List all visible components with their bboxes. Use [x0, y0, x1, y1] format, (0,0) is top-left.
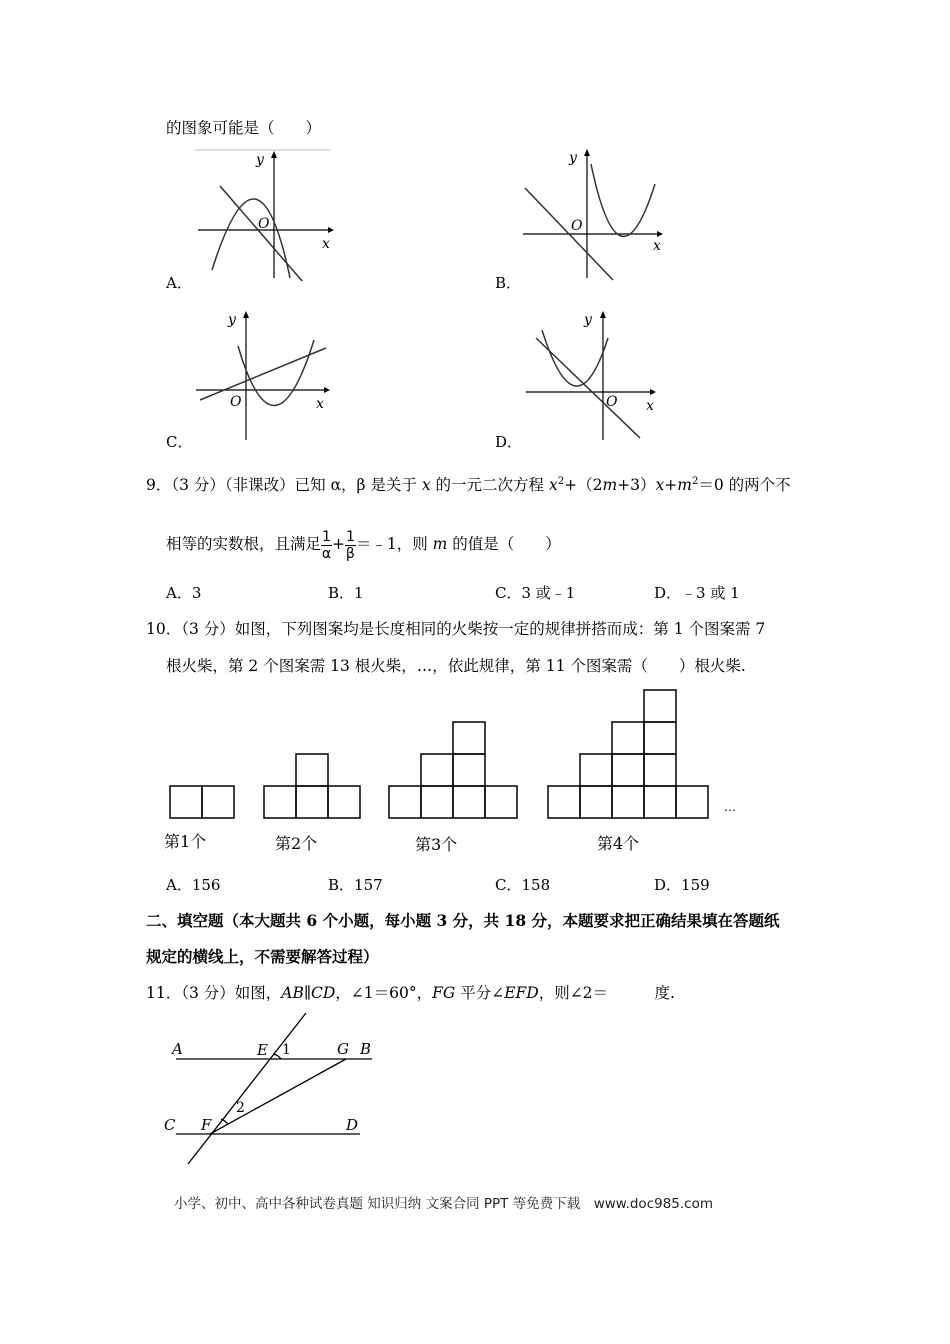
q8d-y-label: y [584, 312, 592, 328]
q11-geometry-figure [160, 1010, 380, 1170]
q11-label-A: A [172, 1040, 183, 1058]
q9-line1: 9．（3 分）（非课改）已知 α，β 是关于 x 的一元二次方程 $x^2+(2m+3)x+m^2=0$ 的两个不 [146, 476, 791, 495]
q8b-origin: O [571, 218, 583, 234]
footer-text: 小学、初中、高中各种试卷真题 知识归纳 文案合同 PPT 等免费下载 www.doc985.com [174, 1196, 714, 1212]
q8c-x-label: x [316, 396, 324, 412]
q10-fig1-label: 第1个 [164, 832, 207, 851]
q8-option-a[interactable]: A． [166, 274, 192, 292]
section2-heading-line2: 规定的横线上，不需要解答过程） [146, 947, 379, 966]
q8-stem-tail: 的图象可能是（ ） [166, 119, 322, 137]
q10-line1: 10．（3 分）如图，下列图案均是长度相同的火柴按一定的规律拼搭而成：第 1 个图案需 7 [146, 620, 766, 638]
q8-option-c[interactable]: C． [166, 433, 193, 451]
q9-option-a[interactable]: A．3 [166, 584, 202, 602]
q11-label-G: G [337, 1040, 349, 1058]
q8c-y-label: y [228, 312, 236, 328]
q8-graph-c [192, 308, 342, 443]
q10-fig2-label: 第2个 [275, 834, 318, 853]
q8a-origin: O [258, 216, 270, 232]
q8a-x-label: x [322, 236, 330, 252]
q11-label-1: 1 [282, 1042, 291, 1058]
q8c-origin: O [230, 394, 242, 410]
q11-label-E: E [257, 1041, 268, 1059]
q8d-origin: O [606, 394, 618, 410]
q9-option-d[interactable]: D．﹣3 或 1 [654, 584, 740, 602]
q8-graph-a [190, 146, 340, 281]
q10-option-c[interactable]: C．158 [495, 876, 551, 894]
q11-label-D: D [346, 1116, 359, 1134]
q11-answer-blank[interactable] [608, 984, 655, 1002]
q8-option-d[interactable]: D． [495, 433, 523, 451]
q11-label-F: F [201, 1116, 212, 1134]
q11-question: 11．（3 分）如图，AB∥CD，∠1＝60°，FG 平分∠EFD，则∠2＝ 度. [146, 984, 675, 1002]
q10-matchstick-figure [160, 685, 760, 865]
q11-label-2: 2 [236, 1100, 245, 1116]
q9-fraction-alpha: $\frac{1}{\alpha}$ [321, 528, 332, 562]
section2-heading-line1: 二、填空题（本大题共 6 个小题，每小题 3 分，共 18 分，本题要求把正确结果填在答题纸 [146, 911, 780, 930]
q9-line2: 相等的实数根，且满足 $\frac{1}{\alpha}$ + $\frac{1}{\beta}$ ＝﹣1，则 m 的值是（ ） [166, 528, 561, 562]
q9-option-c[interactable]: C．3 或﹣1 [495, 584, 576, 602]
q10-line2: 根火柴，第 2 个图案需 13 根火柴，…，依此规律，第 11 个图案需（ ）根火柴. [166, 657, 746, 675]
q8a-y-label: y [256, 152, 264, 168]
q8b-x-label: x [653, 238, 661, 254]
q8b-y-label: y [569, 150, 577, 166]
q10-option-b[interactable]: B．157 [328, 876, 383, 894]
q8-graph-b [515, 146, 675, 281]
q8d-x-label: x [646, 398, 654, 414]
q11-label-C: C [164, 1116, 176, 1134]
q10-fig4-label: 第4个 [597, 834, 640, 853]
q11-label-B: B [360, 1040, 372, 1058]
q10-ellipsis: … [724, 800, 736, 814]
q10-option-a[interactable]: A．156 [166, 876, 221, 894]
q10-option-d[interactable]: D．159 [654, 876, 710, 894]
q8-option-b[interactable]: B． [495, 274, 522, 292]
q9-fraction-beta: $\frac{1}{\beta}$ [345, 528, 355, 562]
q8-graph-d [522, 308, 672, 443]
q9-option-b[interactable]: B．1 [328, 584, 364, 602]
q10-fig3-label: 第3个 [415, 835, 458, 854]
